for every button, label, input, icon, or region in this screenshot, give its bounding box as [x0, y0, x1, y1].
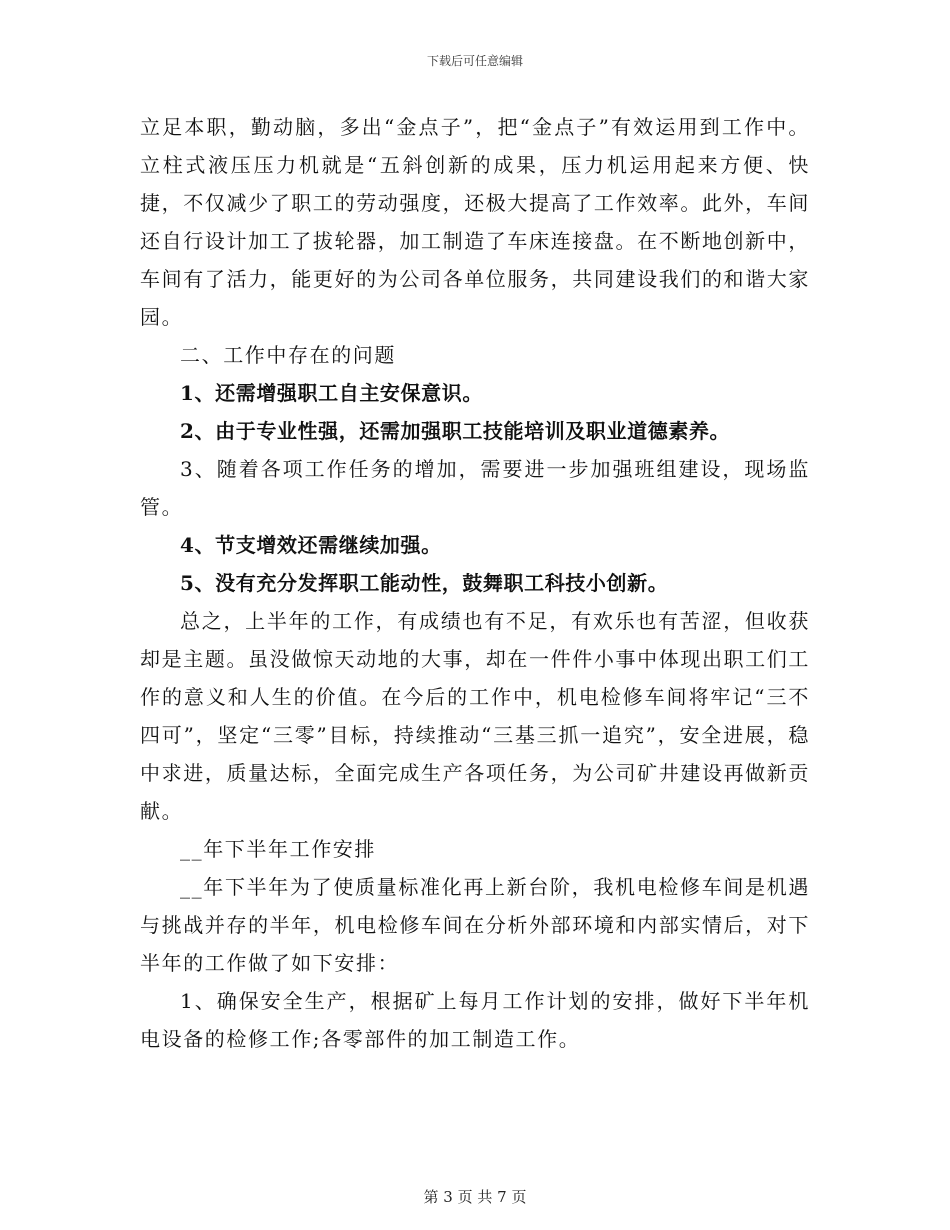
page-header: 下载后可任意编辑: [426, 54, 523, 68]
paragraph-summary: 总之，上半年的工作，有成绩也有不足，有欢乐也有苦涩，但收获却是主题。虽没做惊天动地的大事，却在一件件小事中体现出职工们工作的意义和人生的价值。在今后的工作中，机电检修车间将牢记“三不四可”，坚定“三零”目标，持续推动“三基三抓一追究”，安全进展，稳中求进，质量达标，全面完成生产各项任务，为公司矿井建设再做新贡献。: [140, 609, 810, 823]
problem-item-4: 4、节支增效还需继续加强。: [180, 533, 442, 557]
problem-item-5: 5、没有充分发挥职工能动性，鼓舞职工科技小创新。: [180, 571, 669, 595]
problem-item-3: 3、随着各项工作任务的增加，需要进一步加强班组建设，现场监管。: [140, 457, 810, 519]
section-heading-second-half-plan: __年下半年工作安排: [180, 837, 376, 861]
paragraph-innovation: 立足本职，勤动脑，多出“金点子”，把“金点子”有效运用到工作中。立柱式液压压力机就是“五斜创新的成果，压力机运用起来方便、快捷，不仅减少了职工的劳动强度，还极大提高了工作效率。此外，车间还自行设计加工了拔轮器，加工制造了车床连接盘。在不断地创新中，车间有了活力，能更好的为公司各单位服务，共同建设我们的和谐大家园。: [140, 115, 810, 329]
paragraph-plan-intro: __年下半年为了使质量标准化再上新台阶，我机电检修车间是机遇与挑战并存的半年，机电检修车间在分析外部环境和内部实情后，对下半年的工作做了如下安排：: [140, 875, 810, 975]
problem-item-1: 1、还需增强职工自主安保意识。: [180, 381, 483, 405]
section-heading-problems: 二、工作中存在的问题: [180, 343, 396, 367]
problem-item-2: 2、由于专业性强，还需加强职工技能培训及职业道德素养。: [180, 419, 731, 443]
page-number-footer: 第 3 页 共 7 页: [423, 1188, 527, 1206]
plan-item-1: 1、确保安全生产，根据矿上每月工作计划的安排，做好下半年机电设备的检修工作;各零部件的加工制造工作。: [140, 989, 810, 1051]
document-body: [140, 108, 810, 1058]
